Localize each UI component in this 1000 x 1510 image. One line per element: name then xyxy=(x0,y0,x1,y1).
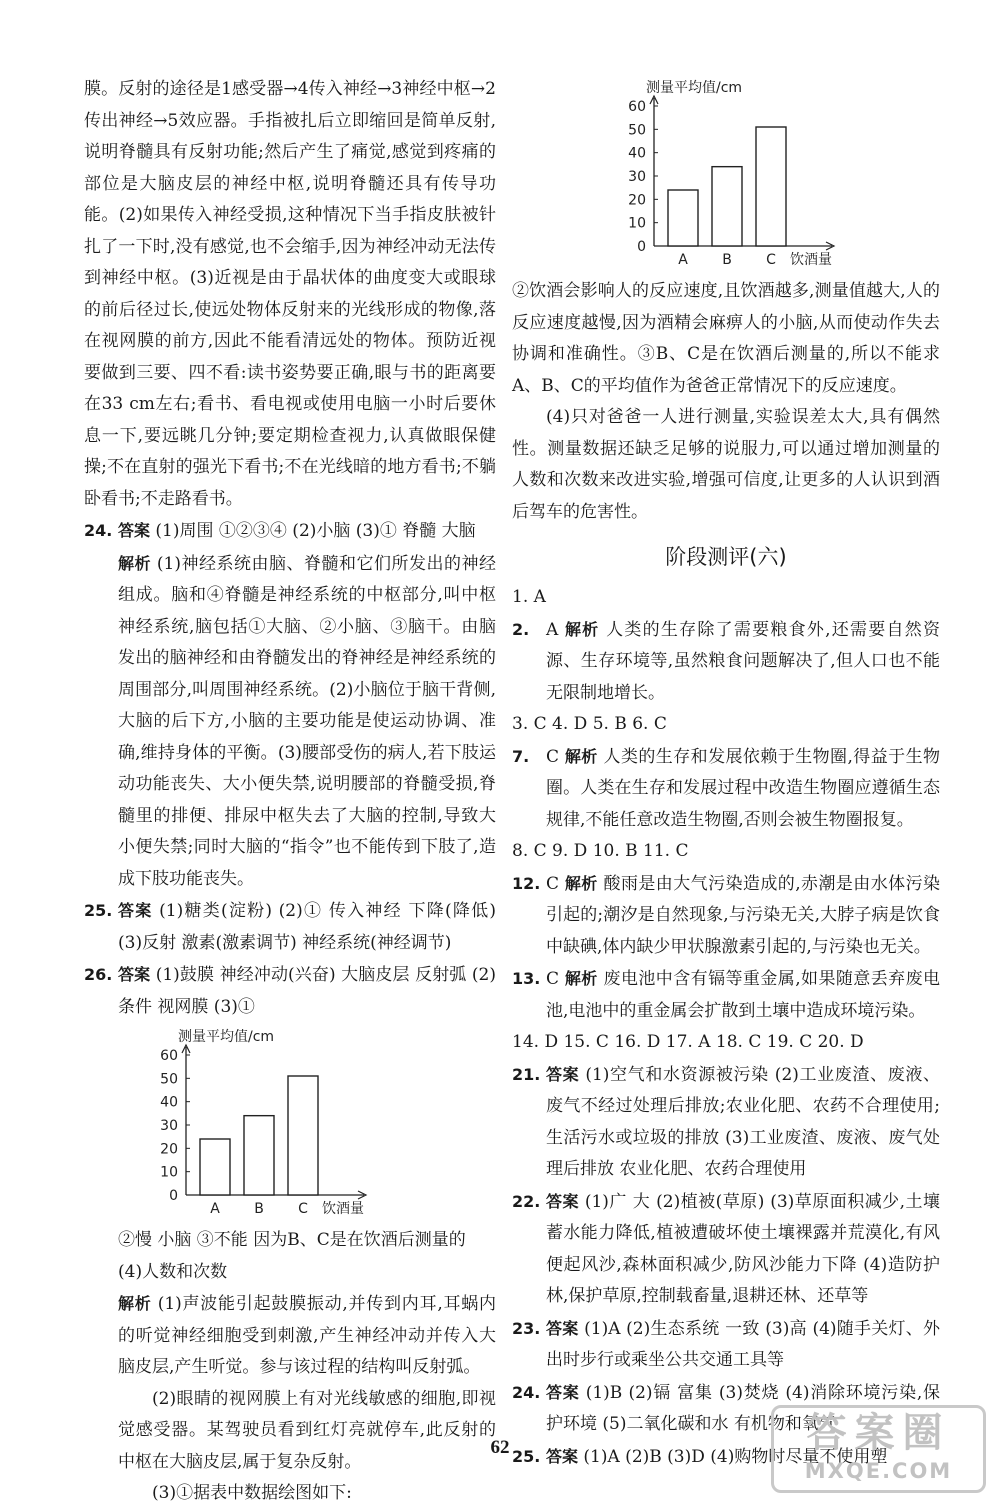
question-number: 24. xyxy=(84,521,113,540)
answer-text: (1)B (2)镉 富集 (3)焚烧 (4)消除环境污染,保护环境 (5)二氧化碳和水 有机物和氧气 xyxy=(546,1382,940,1434)
bar-chart-right xyxy=(612,76,912,276)
answer-continuation: ②慢 小脑 ③不能 因为B、C是在饮酒后测量的 xyxy=(118,1230,466,1250)
question-number: 23. xyxy=(512,1318,541,1338)
paragraph: (4)只对爸爸一人进行测量,实验误差太大,具有偶然性。测量数据还缺乏足够的说服力,可以通过增加测量的人数和次数来改进实验,增强可信度,让更多的人认识到酒后驾车的危害性。 xyxy=(512,407,940,522)
analysis-text: (1)神经系统由脑、脊髓和它们所发出的神经组成。脑和④脊髓是神经系统的中枢部分,叫中枢神经系统,脑包括①大脑、②小脑、③脑干。由脑发出的脑神经和由脊髓发出的脊神经是神经系统的周围部分,叫周围神经系统。(2)小脑位于脑干背侧,大脑的后下方,小脑的主要功能是使运动协调、准确,维持身体的平衡。(3)腰部受伤的病人,若下肢运动功能丧失、大小便失禁,说明腰部的脊髓受损,脊髓里的排便、排尿中枢失去了大脑的控制,导致大小便失禁;同时大脑的“指令”也不能传到下肢了,造成下肢功能丧失。 xyxy=(118,553,496,889)
x-tick-label: B xyxy=(722,252,732,268)
question-25 xyxy=(84,895,496,959)
x-axis-label: 饮酒量 xyxy=(790,252,832,268)
right-column xyxy=(512,74,940,1473)
question-number: 22. xyxy=(512,1191,541,1211)
question-13 xyxy=(512,963,940,1027)
question-number: 2. xyxy=(512,619,530,639)
question-number: 21. xyxy=(512,1064,541,1084)
analysis-text: 废电池中含有镉等重金属,如果随意丢弃废电池,电池中的重金属会扩散到土壤中造成环境污染。 xyxy=(546,969,940,1021)
y-tick-label: 10 xyxy=(628,215,646,232)
y-tick-label: 40 xyxy=(160,1094,178,1111)
question-12 xyxy=(512,868,940,964)
analysis-text: (1)声波能引起鼓膜振动,并传到内耳,耳蜗内的听觉神经细胞受到刺激,产生神经冲动并传入大脑皮层,产生听觉。参与该过程的结构叫反射弧。 xyxy=(118,1294,497,1377)
answer-text: C xyxy=(546,746,560,767)
answer-line: 1. A xyxy=(512,587,546,607)
answer-label: 答案 xyxy=(546,1318,579,1338)
watermark-logo xyxy=(771,1405,986,1493)
x-tick-label: C xyxy=(766,252,776,268)
answer-label: 答案 xyxy=(118,521,151,540)
answer-label: 答案 xyxy=(118,901,153,920)
answer-text: A xyxy=(546,619,559,640)
question-number: 25. xyxy=(84,901,113,920)
y-tick-label: 30 xyxy=(160,1118,178,1134)
analysis-paragraph xyxy=(84,548,496,896)
y-tick-label: 50 xyxy=(628,122,646,139)
analysis-paragraph: (2)眼睛的视网膜上有对光线敏感的细胞,即视觉感受器。某驾驶员看到红灯亮就停车,此反射的中枢在大脑皮层,属于复杂反射。 xyxy=(118,1388,496,1472)
watermark-url: MXQE.COM xyxy=(804,1459,953,1483)
y-tick-label: 10 xyxy=(160,1164,178,1181)
y-tick-label: 30 xyxy=(628,169,646,185)
analysis-text: 酸雨是由大气污染造成的,赤潮是由水体污染引起的;潮汐是自然现象,与污染无关,大脖子病是饮食中缺碘,体内缺少甲状腺激素引起的,与污染也无关。 xyxy=(546,873,940,957)
bar-C xyxy=(756,127,786,246)
analysis-text: 人类的生存除了需要粮食外,还需要自然资源、生存环境等,虽然粮食问题解决了,但人口也不能无限制地增长。 xyxy=(546,619,940,703)
answer-text: (1)鼓膜 神经冲动(兴奋) 大脑皮层 反射弧 (2)条件 视网膜 (3)① xyxy=(118,965,496,1017)
answer-text: C xyxy=(546,969,560,989)
y-axis-label: 测量平均值/cm xyxy=(646,80,743,96)
y-tick-label: 60 xyxy=(160,1048,178,1064)
analysis-paragraph: (3)①据表中数据绘图如下: xyxy=(152,1483,352,1503)
y-tick-label: 60 xyxy=(628,99,646,115)
answer-text: (1)周围 ①②③④ (2)小脑 (3)① 脊髓 大脑 xyxy=(155,521,476,541)
y-tick-label: 50 xyxy=(160,1071,178,1088)
x-tick-label: A xyxy=(678,252,688,268)
question-number: 7. xyxy=(512,746,530,766)
question-number: 26. xyxy=(84,965,113,984)
answer-text: (1)糖类(淀粉) (2)① 传入神经 下降(降低) (3)反射 激素(激素调节) 神经系统(神经调节) xyxy=(118,901,496,953)
x-axis-label: 饮酒量 xyxy=(322,1201,364,1217)
question-number: 24. xyxy=(512,1382,541,1402)
question-number: 25. xyxy=(512,1446,541,1466)
question-7 xyxy=(512,741,940,837)
answer-text: (1)广 大 (2)植被(草原) (3)草原面积减少,土壤蓄水能力降低,植被遭破坏使土壤裸露并荒漠化,有风便起风沙,森林面积减少,防风沙能力下降 (4)造防护林,保护草原,控制载畜量,退耕还林、还草等 xyxy=(546,1191,941,1306)
y-tick-label: 20 xyxy=(628,192,646,209)
section-title: 阶段测评(六) xyxy=(665,545,787,569)
answer-line: 3. C 4. D 5. B 6. C xyxy=(512,714,667,734)
analysis-label: 解析 xyxy=(564,746,598,766)
y-axis-label: 测量平均值/cm xyxy=(178,1029,275,1045)
answer-text: (1)A (2)生态系统 一致 (3)高 (4)随手关灯、外出时步行或乘坐公共交通工具等 xyxy=(546,1318,940,1370)
analysis-label: 解析 xyxy=(564,619,600,639)
answer-text: C xyxy=(546,873,560,894)
answer-label: 答案 xyxy=(546,1064,580,1084)
bar-A xyxy=(200,1139,230,1195)
analysis-label: 解析 xyxy=(118,553,151,573)
question-23 xyxy=(512,1313,940,1377)
answer-label: 答案 xyxy=(546,1382,580,1402)
answer-label: 答案 xyxy=(546,1191,579,1211)
page-number: 62 xyxy=(490,1437,510,1458)
answer-text: (1)空气和水资源被污染 (2)工业废渣、废液、废气不经过处理后排放;农业化肥、农药不合理使用;生活污水或垃圾的排放 (3)工业废渣、废液、废气处理后排放 农业化肥、农药合理使用 xyxy=(546,1064,940,1179)
left-column xyxy=(84,74,496,1510)
analysis-label: 解析 xyxy=(564,873,598,893)
answer-line: 8. C 9. D 10. B 11. C xyxy=(512,841,689,861)
bar-A xyxy=(668,190,698,246)
analysis-label: 解析 xyxy=(118,1294,152,1313)
answer-line: 14. D 15. C 16. D 17. A 18. C 19. C 20. D xyxy=(512,1032,864,1052)
analysis-label: 解析 xyxy=(564,969,598,988)
paragraph: ②饮酒会影响人的反应速度,且饮酒越多,测量值越大,人的反应速度越慢,因为酒精会麻痹人的小脑,从而使动作失去协调和准确性。③B、C是在饮酒后测量的,所以不能求A、B、C的平均值作为爸爸正常情况下的反应速度。 xyxy=(512,281,940,396)
watermark-text: 答案圈 xyxy=(806,1410,951,1456)
question-number: 13. xyxy=(512,969,541,988)
question-24 xyxy=(84,515,496,548)
answer-text: (1)A (2)B (3)D (4)购物时尽量不使用塑 xyxy=(583,1446,888,1467)
x-tick-label: A xyxy=(210,1201,220,1217)
analysis-text: 人类的生存和发展依赖于生物圈,得益于生物圈。人类在生存和发展过程中改造生物圈应遵循生态规律,不能任意改造生物圈,否则会被生物圈报复。 xyxy=(546,746,940,830)
bar-chart-left xyxy=(144,1025,444,1225)
y-tick-label: 40 xyxy=(628,145,646,162)
question-2 xyxy=(512,614,940,710)
answer-continuation: (4)人数和次数 xyxy=(118,1261,228,1282)
answer-label: 答案 xyxy=(118,965,151,984)
bar-B xyxy=(712,167,742,246)
question-26 xyxy=(84,959,496,1023)
bar-B xyxy=(244,1116,274,1195)
y-tick-label: 0 xyxy=(169,1188,178,1204)
x-tick-label: C xyxy=(298,1201,308,1217)
bar-C xyxy=(288,1076,318,1195)
answer-label: 答案 xyxy=(546,1446,579,1466)
question-21 xyxy=(512,1059,940,1186)
question-number: 12. xyxy=(512,873,541,893)
paragraph: 膜。反射的途径是1感受器→4传入神经→3神经中枢→2传出神经→5效应器。手指被扎后立即缩回是简单反射,说明脊髓具有反射功能;然后产生了痛觉,感觉到疼痛的部位是大脑皮层的神经中枢,说明脊髓还具有传导功能。(2)如果传入神经受损,这种情况下当手指皮肤被针扎了一下时,没有感觉,也不会缩手,因为神经冲动无法传到神经中枢。(3)近视是由于晶状体的曲度变大或眼球的前后径过长,使远处物体反射来的光线形成的物像,落在视网膜的前方,因此不能看清远处的物体。预防近视要做到三要、四不看:读书姿势要正确,眼与书的距离要在33 cm左右;看书、看电视或使用电脑一小时后要休息一下,要远眺几分钟;要定期检查视力,认真做眼保健操;不在直射的强光下看书;不在光线暗的地方看书;不躺卧看书;不走路看书。 xyxy=(84,79,496,509)
y-tick-label: 0 xyxy=(637,239,646,255)
x-tick-label: B xyxy=(254,1201,264,1217)
question-22 xyxy=(512,1186,940,1313)
analysis-paragraph xyxy=(84,1288,496,1384)
y-tick-label: 20 xyxy=(160,1141,178,1158)
